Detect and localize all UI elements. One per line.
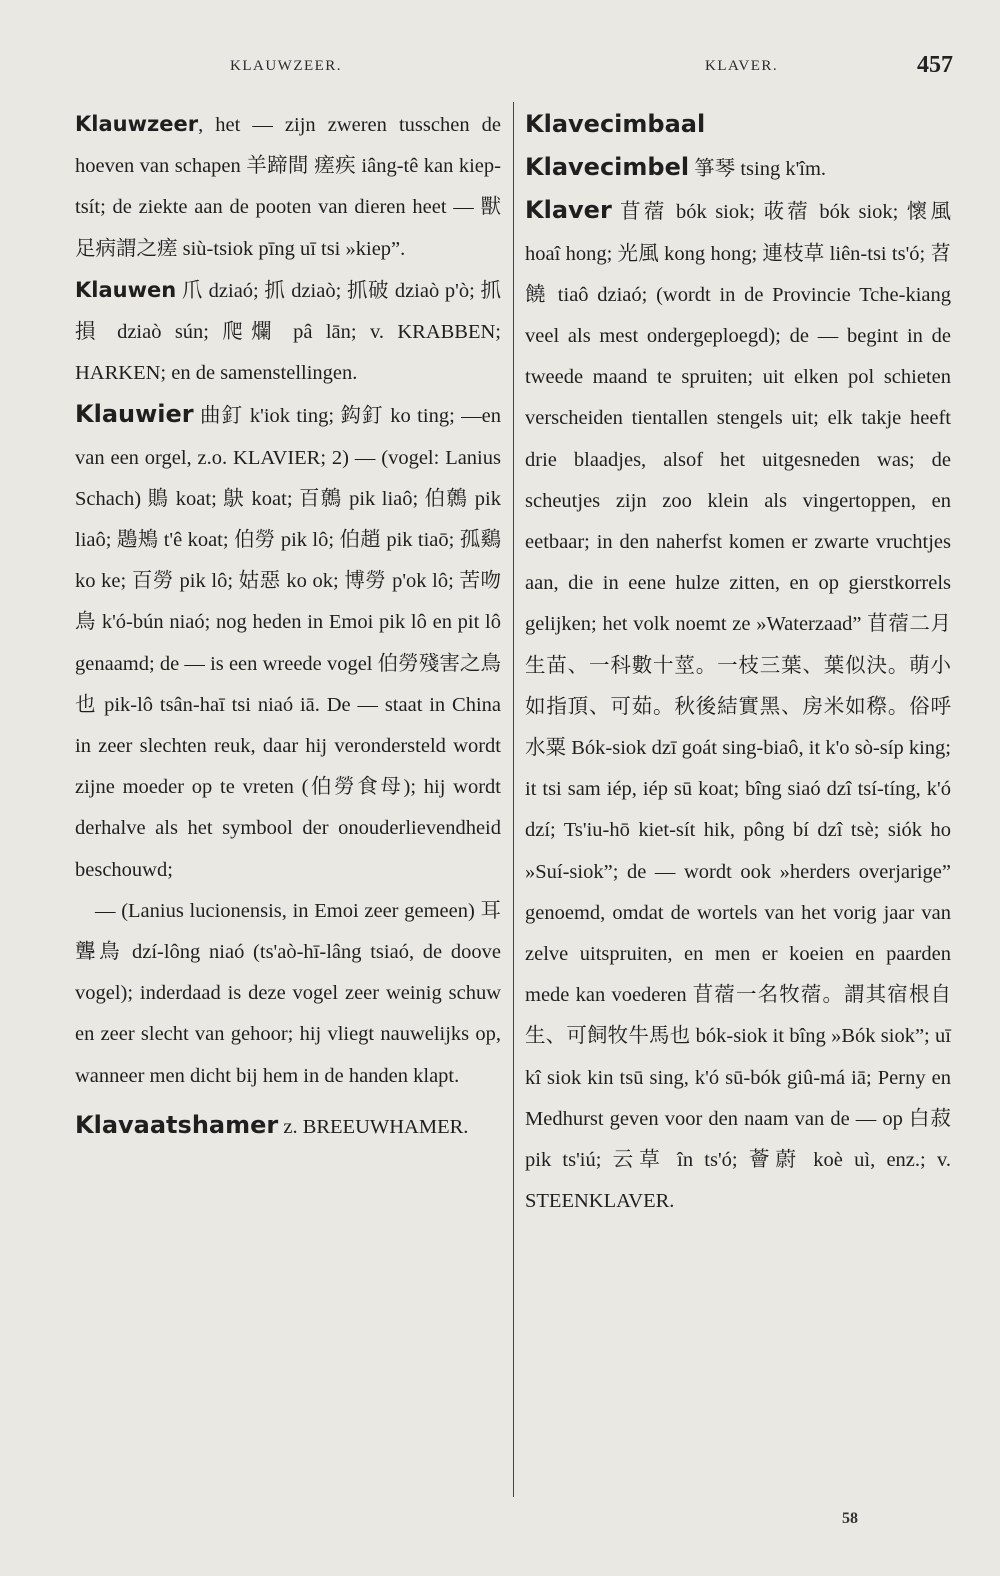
page-number: 457 bbox=[917, 52, 953, 78]
entry-klaver bbox=[525, 190, 951, 1222]
column-divider bbox=[513, 102, 514, 1497]
running-header-left: KLAUWZEER. bbox=[230, 58, 343, 74]
running-header-right: KLAVER. bbox=[705, 58, 779, 74]
headword: Klauwen bbox=[75, 277, 177, 302]
entry-text: 爪 dziaó; 抓 dziaò; 抓破 dziaò p'ò; 抓損 dziaò sún; 爬爛 pâ lān; v. KRABBEN; HARKEN; en de samenstellingen. bbox=[75, 279, 501, 385]
headword: Klaver bbox=[525, 196, 612, 225]
entry-klavecimbel bbox=[525, 147, 951, 190]
signature-mark: 58 bbox=[842, 1510, 858, 1527]
left-column bbox=[75, 104, 501, 1148]
headword: Klauwier bbox=[75, 400, 194, 429]
entry-text: — (Lanius lucionensis, in Emoi zeer gemeen) 耳聾鳥 dzí-lông niaó (ts'aò-hī-lâng tsiaó, de doove vogel); inderdaad is deze vogel zeer weinig schuw en zeer slecht van gehoor; hij vliegt nauwelijks op, wanneer men dicht bij hem in de handen klapt. bbox=[75, 899, 501, 1087]
entry-klauwier-sub bbox=[75, 891, 501, 1097]
entry-text: z. BREEUWHAMER. bbox=[278, 1115, 469, 1138]
right-column bbox=[525, 104, 951, 1222]
entry-text: 箏琴 tsing k'îm. bbox=[689, 158, 827, 181]
headword: Klavecimbaal bbox=[525, 110, 706, 138]
entry-text: , het — zijn zweren tusschen de hoeven van schapen 羊蹄間 瘥疾 iâng-tê kan kiep-tsít; de ziekte aan de pooten van dieren heet — 獸足病謂之瘥 siù-tsiok pīng uī tsi »kiep”. bbox=[75, 114, 501, 260]
entry-text: 曲釘 k'iok ting; 鈎釘 ko ting; —en van een orgel, z.o. KLAVIER; 2) — (vogel: Lanius Schach) 鵙 koat; 鴃 koat; 百鷯 pik liaô; 伯鷯 pik liaô; 鶗鴂 t'ê koat; 伯勞 pik lô; 伯趙 pik tiaō; 孤鷄 ko ke; 百勞 pik lô; 姑惡 ko ok; 博勞 p'ok lô; 苦吻鳥 k'ó-bún niaó; nog heden in Emoi pik lô en pit lô genaamd; de — is een wreede vogel 伯勞殘害之鳥也 pik-lô tsân-haī tsi niaó iā. De — staat in China in zeer slechten reuk, daar hij verondersteld wordt zijne moeder op te vreten (伯勞食母); hij wordt derhalve als het symbool der onouderlievendheid beschouwd; bbox=[75, 405, 501, 881]
entry-klauwier bbox=[75, 394, 501, 890]
entry-klauwen bbox=[75, 270, 501, 395]
entry-text: 苜蓿 bók siok; 荍蓿 bók siok; 懷風 hoaî hong; 光風 kong hong; 連枝草 liên-tsi ts'ó; 苕饒 tiaô dziaó; (wordt in de Provincie Tche-kiang veel als mest ondergeploegd); de — begint in de tweede maand te spruiten; uit elken pol schieten verscheiden tientallen stengels uit; elk takje heeft drie blaadjes, alsof het uitgesneden was; de scheutjes zijn zoo klein als vingertoppen, en eetbaar; in den naherfst komen er zwarte vruchtjes aan, die in eene hulze zitten, en op gierstkorrels gelijken; het volk noemt ze »Waterzaad” 苜蓿二月生苗、一科數十莖。一枝三葉、葉似決。萌小如指頂、可茹。秋後結實黑、房米如穄。俗呼水粟 Bók-siok dzī goát sing-biaô, it k'o sò-síp king; it tsi sam iép, iép sū koat; bîng siaó dzî tsí-tíng, k'ó dzí; Ts'iu-hō kiet-sít hik, pông bí dzî tsè; siók ho »Suí-siok”; de — wordt ook »herders overjarige” genoemd, omdat de wortels van het vorig jaar van zelve uitspruiten, en men er koeien en paarden mede kan voederen 苜蓿一名牧蓿。謂其宿根自生、可飼牧牛馬也 bók-siok it bîng »Bók siok”; uī kî siok kin tsū sing, k'ó sū-bók giû-má iā; Perny en Medhurst geven voor den naam van de — op 白菽 pik ts'iú; 云草 în ts'ó; 薈蔚 koè uì, enz.; v. STEENKLAVER. bbox=[525, 201, 951, 1213]
entry-klavecimbaal bbox=[525, 104, 951, 147]
entry-klauwzeer bbox=[75, 104, 501, 270]
entry-klavaatshamer bbox=[75, 1105, 501, 1148]
headword: Klavaatshamer bbox=[75, 1110, 279, 1139]
headword: Klauwzeer bbox=[75, 112, 199, 136]
headword: Klavecimbel bbox=[525, 153, 690, 182]
